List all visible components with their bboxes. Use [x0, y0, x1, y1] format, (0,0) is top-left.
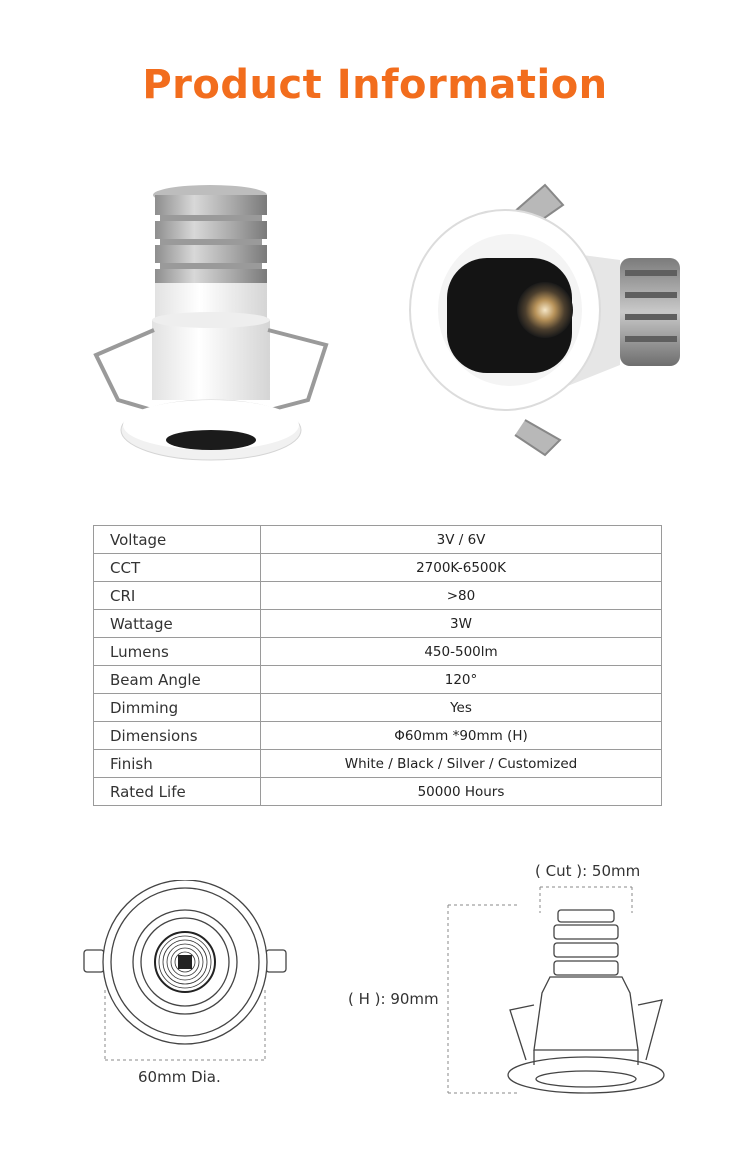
diameter-label: 60mm Dia. — [138, 1068, 221, 1086]
table-row — [94, 582, 662, 610]
spec-value: 2700K-6500K — [261, 554, 662, 582]
table-row — [94, 610, 662, 638]
spec-value: 3V / 6V — [261, 526, 662, 554]
table-row — [94, 638, 662, 666]
table-row — [94, 750, 662, 778]
table-row — [94, 694, 662, 722]
front-dimension-drawing — [80, 880, 290, 1070]
spec-value: Φ60mm *90mm (H) — [261, 722, 662, 750]
spec-label: Dimming — [94, 694, 261, 722]
spec-label: Voltage — [94, 526, 261, 554]
height-label: ( H ): 90mm — [348, 990, 439, 1008]
table-row — [94, 778, 662, 806]
side-dimension-drawing — [340, 855, 670, 1105]
spec-label: Beam Angle — [94, 666, 261, 694]
table-row — [94, 666, 662, 694]
spec-label: Wattage — [94, 610, 261, 638]
spec-table — [93, 525, 662, 806]
cut-label: ( Cut ): 50mm — [535, 862, 641, 880]
spec-value: Yes — [261, 694, 662, 722]
spec-value: >80 — [261, 582, 662, 610]
table-row — [94, 554, 662, 582]
spec-label: Dimensions — [94, 722, 261, 750]
spec-label: Lumens — [94, 638, 261, 666]
product-front-photo — [395, 180, 695, 465]
spec-label: Finish — [94, 750, 261, 778]
spec-value: 120° — [261, 666, 662, 694]
table-row — [94, 722, 662, 750]
table-row — [94, 526, 662, 554]
product-side-photo — [80, 170, 340, 480]
spec-value: 50000 Hours — [261, 778, 662, 806]
spec-value: 450-500lm — [261, 638, 662, 666]
spec-label: CCT — [94, 554, 261, 582]
page-title: Product Information — [142, 62, 608, 108]
spec-label: Rated Life — [94, 778, 261, 806]
spec-value: White / Black / Silver / Customized — [261, 750, 662, 778]
spec-value: 3W — [261, 610, 662, 638]
spec-label: CRI — [94, 582, 261, 610]
